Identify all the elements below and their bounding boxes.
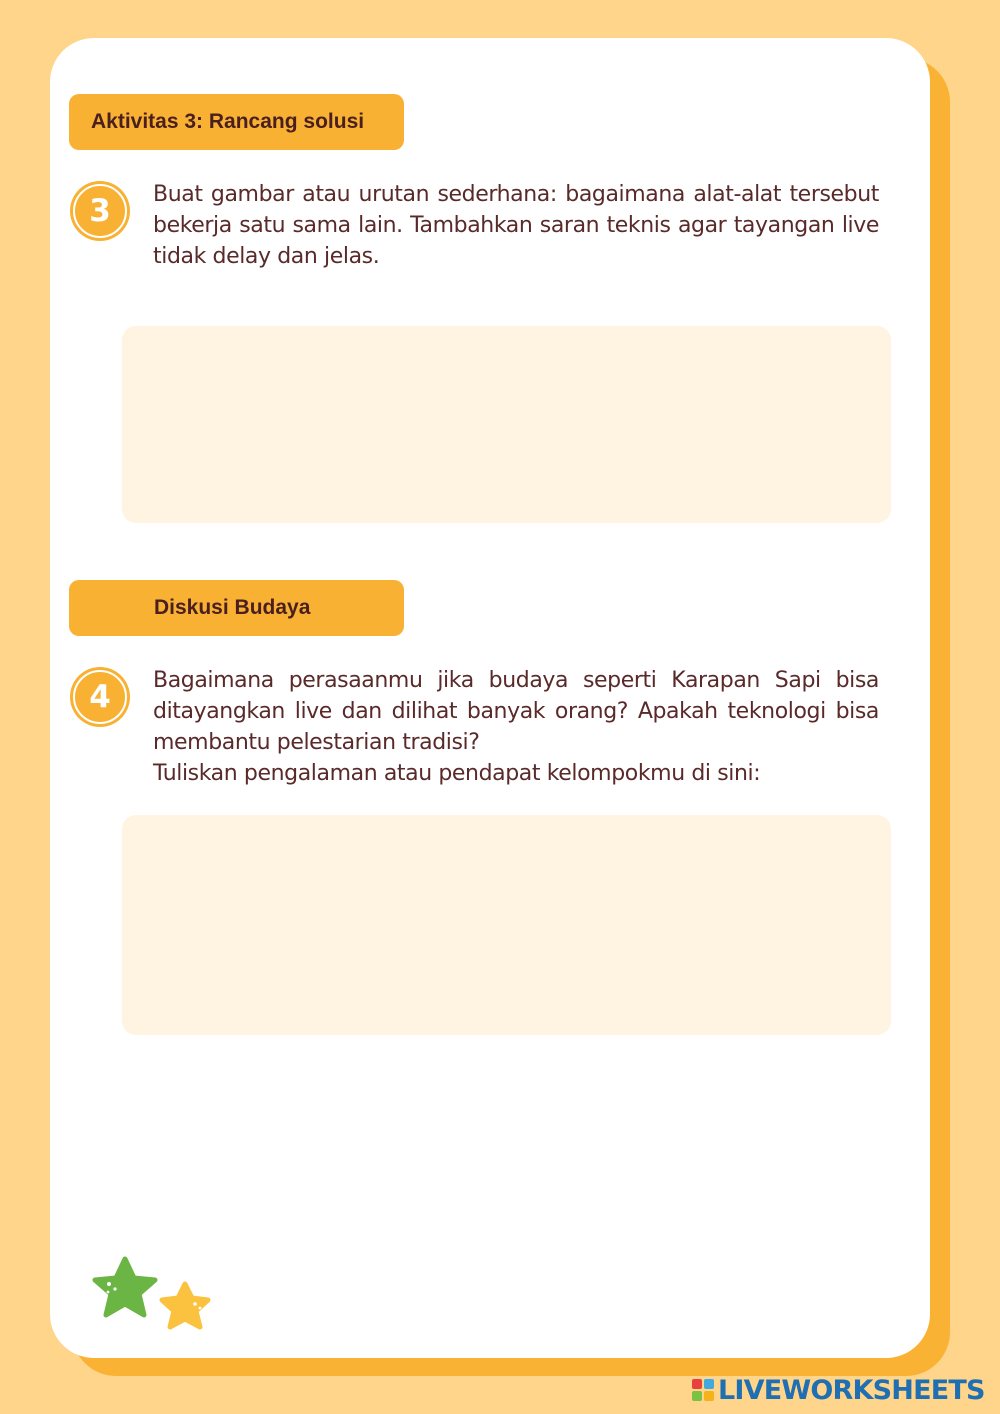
question-4-text [153,665,879,789]
question-number-badge-3 [70,181,130,241]
question-number: 3 [89,193,111,229]
section-header-label: Aktivitas 3: Rancang solusi [91,110,365,133]
answer-box-4[interactable] [122,815,891,1035]
section-header-aktivitas-3 [69,94,404,150]
section-header-diskusi-budaya [69,580,404,636]
question-number-badge-4 [70,667,130,727]
answer-box-3[interactable] [122,326,891,523]
liveworksheets-logo-icon [692,1379,714,1401]
stars-decoration [92,1256,217,1336]
question-3-text: Buat gambar atau urutan sederhana: bagaimana alat-alat tersebut bekerja satu sama lain. Tambahkan saran teknis agar tayangan live tidak delay dan jelas. [153,182,879,269]
section-header-label: Diskusi Budaya [154,596,311,619]
star-green-icon [95,1259,155,1315]
star-yellow-icon [162,1284,208,1327]
liveworksheets-brand [692,1373,992,1407]
brand-name: LIVEWORKSHEETS [718,1374,985,1406]
question-number: 4 [89,679,111,715]
question-4-instruction: Tuliskan pengalaman atau pendapat kelompokmu di sini: [153,761,761,786]
question-4-prompt: Bagaimana perasaanmu jika budaya seperti Karapan Sapi bisa ditayangkan live dan dilihat banyak orang? Apakah teknologi bisa membantu pelestarian tradisi? [153,668,879,755]
